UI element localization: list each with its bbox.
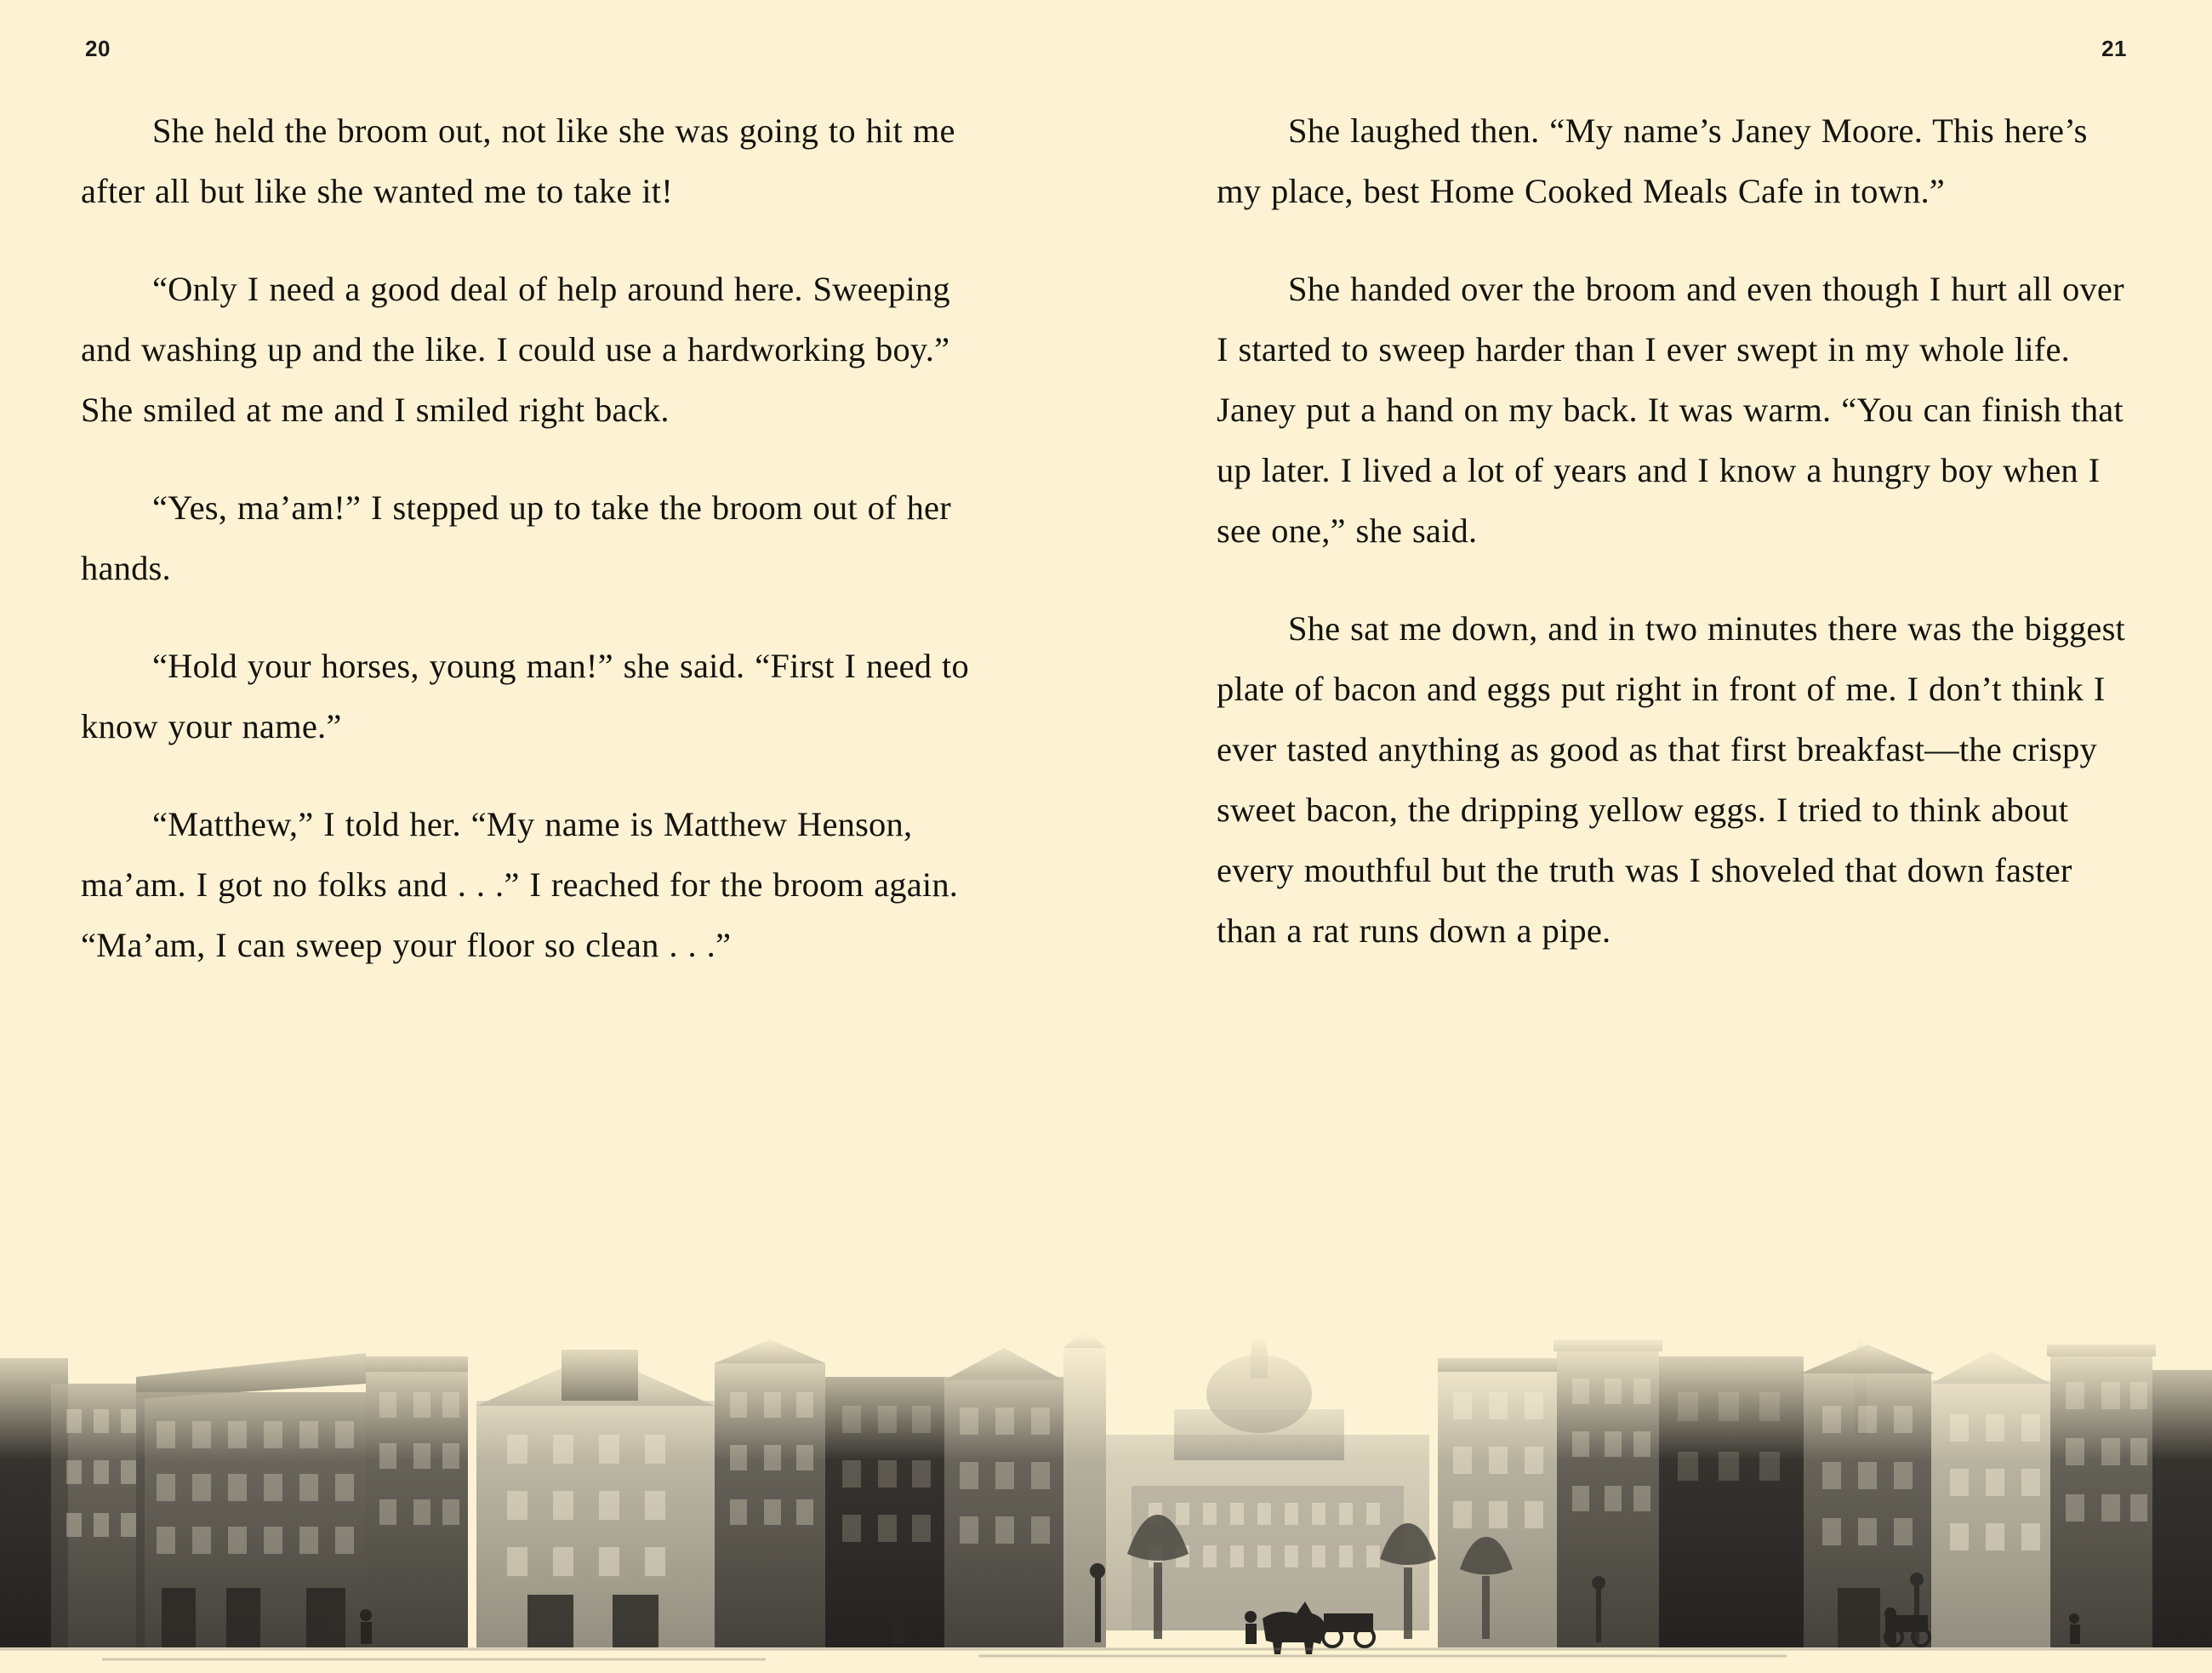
paragraph: She handed over the broom and even though I hurt all over I started to sweep harder than I ever swept in my whole life. Janey put a hand on my back. It was warm. “You can finish that up later. I lived a lot of years and I know a hungry boy when I see one,” she said. <box>1217 270 2124 550</box>
right-page-text <box>1217 100 2131 1013</box>
paragraph: She laughed then. “My name’s Janey Moore. This here’s my place, best Home Cooked Meals Cafe in town.” <box>1217 111 2088 210</box>
folio-left: 20 <box>85 36 111 61</box>
paragraph: She sat me down, and in two minutes there was the biggest plate of bacon and eggs put right in front of me. I don’t think I ever tasted anything as good as that first breakfast—the crispy sweet bacon, the dripping yellow eggs. I tried to think about every mouthful but the truth was I shoveled that down faster than a rat runs down a pipe. <box>1217 609 2125 950</box>
left-page-text <box>81 100 995 1013</box>
paragraph: She held the broom out, not like she was going to hit me after all but like she wanted me to take it! <box>81 111 955 210</box>
folio-right: 21 <box>2101 36 2127 61</box>
city-street-illustration <box>0 1333 2212 1673</box>
paragraph: “Yes, ma’am!” I stepped up to take the broom out of her hands. <box>81 488 951 587</box>
paragraph: “Hold your horses, young man!” she said. “First I need to know your name.” <box>81 647 969 745</box>
text-columns <box>0 100 2212 1013</box>
paragraph: “Only I need a good deal of help around here. Sweeping and washing up and the like. I could use a hardworking boy.” She smiled at me and I smiled right back. <box>81 270 950 429</box>
paragraph: “Matthew,” I told her. “My name is Matthew Henson, ma’am. I got no folks and . . .” I reached for the broom again. “Ma’am, I can sweep your floor so clean . . .” <box>81 805 959 964</box>
